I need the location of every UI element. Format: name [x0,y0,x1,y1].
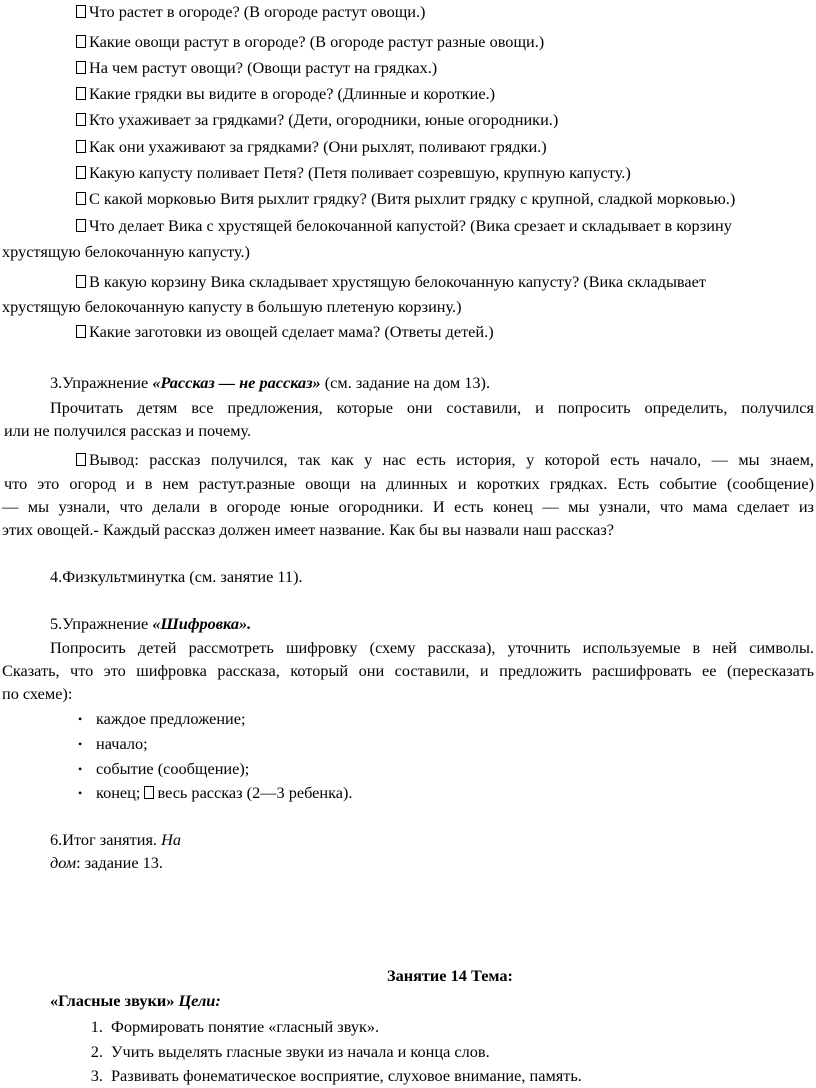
checkbox-square-icon [76,275,86,288]
checkbox-square-icon [76,5,86,18]
bullet-dot-icon: • [78,786,83,800]
checkbox-square-icon [76,87,86,100]
exercise-5-text: Сказать, что это шифровка рассказа, который они составили, и предложить расшифровать ее (пересказать [2,661,814,680]
checkbox-square-icon [76,325,86,338]
conclusion-text: что это огород и в нем растут.разные овощи на длинных и коротких грядках. Есть событие (сообщение) [4,474,814,493]
conclusion-text: Вывод: рассказ получился, так как у нас есть история, у которой есть начало, — мы знаем, [0,450,816,470]
lesson-topic: «Гласные звуки» Цели: [50,991,221,1010]
question-item: В какую корзину Вика складывает хрустящую белокочанную капусту? (Вика складывает [0,272,816,292]
question-item: Кто ухаживает за грядками? (Дети, огородники, юные огородники.) [0,110,816,130]
conclusion-text: — мы узнали, что делали в огороде юные огородники. И есть конец — мы узнали, что мама сделает из [2,497,814,516]
checkbox-square-icon [76,219,86,232]
bullet-item: • каждое предложение; [78,709,246,728]
exercise-5-heading: 5.Упражнение «Шифровка». [50,614,252,633]
summary-line: 6.Итог занятия. На [50,830,181,849]
checkbox-square-icon [76,113,86,126]
summary-line: дом: задание 13. [50,853,163,872]
exercise-5-text: по схеме): [2,684,73,703]
question-item: Как они ухаживают за грядками? (Они рыхлят, поливают грядки.) [0,137,816,157]
question-item: Какую капусту поливает Петя? (Петя поливает созревшую, крупную капусту.) [0,163,816,183]
exercise-3-heading: 3.Упражнение «Рассказ — не рассказ» (см. задание на дом 13). [50,373,491,392]
exercise-5-title: «Шифровка». [152,614,252,633]
checkbox-square-icon [76,140,86,153]
exercise-4-heading: 4.Физкультминутка (см. занятие 11). [50,567,303,586]
checkbox-square-icon [144,786,154,799]
exercise-3-title: «Рассказ — не рассказ» [152,373,321,392]
question-continuation: хрустящую белокочанную капусту в большую плетеную корзину.) [2,297,462,316]
question-item: Что делает Вика с хрустящей белокочанной капустой? (Вика срезает и складывает в корзину [0,216,816,236]
bullet-item: • конец; весь рассказ (2—3 ребенка). [78,783,353,802]
question-item: Что растет в огороде? (В огороде растут овощи.) [0,2,816,22]
goal-item: 2. Учить выделять гласные звуки из начала и конца слов. [90,1042,490,1061]
bullet-dot-icon: • [78,737,83,751]
bullet-dot-icon: • [78,712,83,726]
lesson-heading: Занятие 14 Тема: [387,966,513,985]
checkbox-square-icon [76,35,86,48]
bullet-dot-icon: • [78,762,83,776]
checkbox-square-icon [76,166,86,179]
question-item: Какие грядки вы видите в огороде? (Длинные и короткие.) [0,84,816,104]
conclusion-text: этих овощей.- Каждый рассказ должен имеет название. Как бы вы назвали наш рассказ? [2,520,615,539]
checkbox-square-icon [76,453,86,466]
exercise-5-text: Попросить детей рассмотреть шифровку (схему рассказа), уточнить используемые в ней символы. [50,638,814,657]
question-item: На чем растут овощи? (Овощи растут на грядках.) [0,58,816,78]
question-item: Какие заготовки из овощей сделает мама? (Ответы детей.) [0,322,816,342]
goal-item: 1. Формировать понятие «гласный звук». [90,1017,380,1036]
question-item: С какой морковью Витя рыхлит грядку? (Витя рыхлит грядку с крупной, сладкой морковью.) [0,189,816,209]
exercise-3-text: или не получился рассказ и почему. [4,421,252,440]
checkbox-square-icon [76,192,86,205]
goal-item: 3. Развивать фонематическое восприятие, слуховое внимание, память. [90,1066,582,1085]
question-continuation: хрустящую белокочанную капусту.) [2,242,250,261]
exercise-3-text: Прочитать детям все предложения, которые они составили, и попросить определить, получился [50,398,814,417]
bullet-item: • событие (сообщение); [78,759,250,778]
checkbox-square-icon [76,61,86,74]
bullet-item: • начало; [78,734,148,753]
question-item: Какие овощи растут в огороде? (В огороде растут разные овощи.) [0,32,816,52]
